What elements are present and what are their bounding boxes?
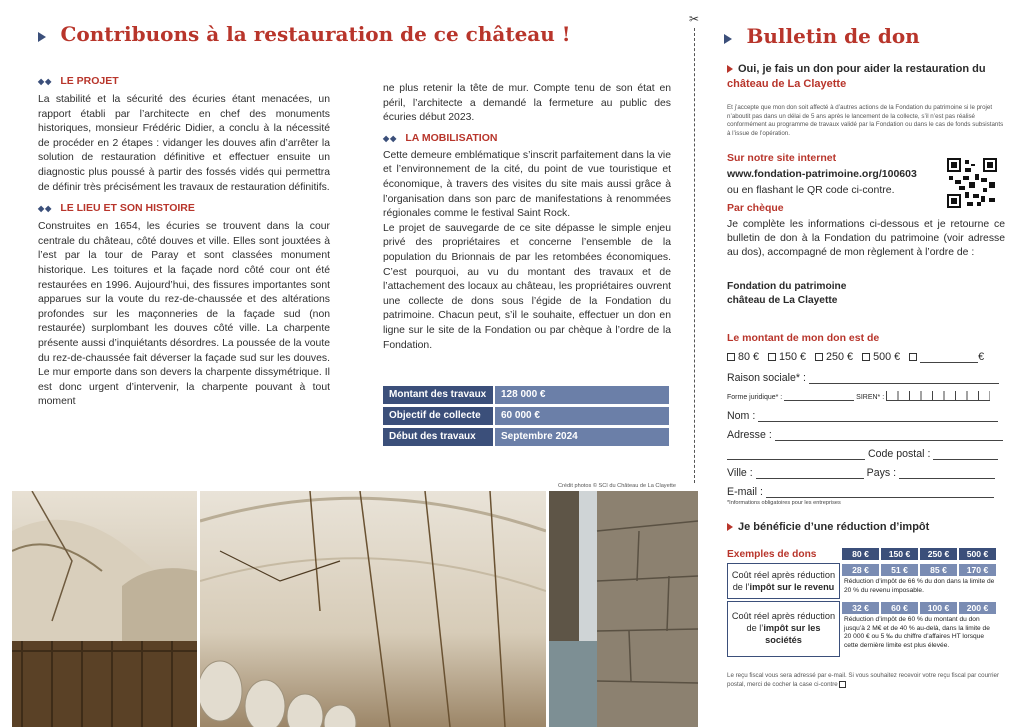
pays-input[interactable]: [899, 469, 995, 479]
lieu-text: Construites en 1654, les écuries se trouvent dans la cour centrale du château, côté douves et ville. Elles sont jouxtées à l’est par la tour de Paray et sont classées monument historique. Les toitures et la façade nord côté cour ont été restaurées en 1996. Aujourd’hui, des fissures importantes sont apparues sur la voute du rez-de-chaussée et des altérations profondes sur les maçonneries de la façade sud (non restaurée) surplombant les douves côté ville. La charpente présente aussi d’inquiétants désordres. La poussée de la voute du rez-de-chaussée fait déverser la façade sud sur les douves. Le mur emporte dans son devers la charpente dissymétrique. Il est donc urgent d’intervenir, la charpente pouvant à tout moment: [38, 221, 330, 408]
field-raison-sociale[interactable]: Raison sociale* :: [727, 372, 1005, 391]
facts-value: Septembre 2024: [495, 428, 669, 446]
societes-value: 200 €: [959, 602, 996, 614]
societes-value: 100 €: [920, 602, 957, 614]
field-adresse[interactable]: Adresse :: [727, 429, 1005, 448]
triangle-bullet-icon: [724, 34, 732, 44]
facts-label: Objectif de collecte: [383, 407, 493, 425]
section-heading-projet: ◆◆ LE PROJET: [38, 75, 119, 87]
intro-small-text: Et j’accepte que mon don soit affecté à d’autres actions de la Fondation du patrimoine si le projet n’aboutit pas dans un délai de 5 ans après le lancement de la collecte, s’il n’est pas réalisé conformément au programme de travaux validé par la Fondation ou dans le cas de fonds subsistants à l’issue de l’opération.: [727, 104, 1004, 137]
email-input[interactable]: [766, 488, 994, 498]
payee: Fondation du patrimoine château de La Clayette: [727, 281, 847, 306]
tax-table-amount: 500 €: [959, 548, 996, 560]
amount-options: [727, 351, 1007, 363]
photo-ecuries-1: [12, 491, 197, 727]
tax-table-amount: 250 €: [920, 548, 957, 560]
left-title: Contribuons à la restauration de ce château !: [60, 22, 571, 46]
tax-table-amount: 150 €: [881, 548, 918, 560]
scissors-icon: ✂: [689, 12, 700, 26]
tax-table-header-label: Exemples de dons: [727, 549, 817, 560]
diamond-bullet-icon: ◆◆: [38, 204, 53, 214]
col2-top-text: ne plus retenir la tête de mur. Compte tenu de son état en péril, l’architecte a demandé la fermeture au public des écuries début 2023.: [383, 83, 671, 124]
field-code-postal[interactable]: Code postal :: [727, 448, 1005, 467]
photo-ecuries-2: [200, 491, 546, 727]
revenu-value: 28 €: [842, 564, 879, 576]
checkbox[interactable]: [727, 353, 735, 361]
adresse-input[interactable]: [775, 431, 1003, 441]
code-postal-input[interactable]: [933, 450, 998, 460]
mobilisation-text-2: Le projet de sauvegarde de ce site dépasse le simple enjeu privé des propriétaires et concerne l’ensemble de la population du Brionnais de par les retombées économiques. C’est pourquoi, au vu du montant des travaux et de l’attachement des locaux au château, les propriétaires ouvrent une collecte de dons sous l’égide de la Fondation du patrimoine. Chacun peut, s’il le souhaite, effectuer un don en ligne sur le site de la Fondation ou par chèque à l’ordre de la Fondation.: [383, 222, 671, 351]
cheque-heading: Par chèque: [727, 202, 784, 214]
left-title-row: [38, 22, 678, 46]
revenu-label-box: Coût réel après réduction de l’impôt sur le revenu: [727, 563, 840, 599]
mandatory-note: *Informations obligatoires pour les entreprises: [727, 500, 841, 506]
triangle-bullet-icon: [727, 523, 733, 531]
revenu-value: 85 €: [920, 564, 957, 576]
amount-option[interactable]: 150 €: [768, 351, 806, 363]
societes-note: Réduction d’impôt de 60 % du montant du don jusqu’à 2 M€ et de 40 % au-delà, dans la limite de 20 000 € ou 5 ‰ du chiffre d’affaires HT lorsque cette dernière limite est plus élevée.: [844, 616, 990, 649]
right-title-row: [724, 24, 1014, 48]
facts-row: [383, 386, 669, 404]
site-heading: Sur notre site internet: [727, 152, 837, 164]
adresse-line-2-input[interactable]: [727, 450, 865, 460]
photo-credit: Crédit photos © SCI du Château de La Clayette: [558, 483, 676, 489]
societes-value: 60 €: [881, 602, 918, 614]
postal-receipt-checkbox[interactable]: [839, 681, 846, 688]
amount-other-field[interactable]: [920, 353, 978, 363]
forme-juridique-input[interactable]: [784, 391, 854, 401]
cheque-text: Je complète les informations ci-dessous et je retourne ce bulletin de don à la Fondation du patrimoine (voir adresse au dos), accompagné de mon règlement à l’ordre de :: [727, 219, 1005, 258]
amount-heading: Le montant de mon don est de: [727, 332, 880, 344]
reduction-heading: Je bénéficie d’une réduction d’impôt: [727, 521, 929, 533]
amount-option[interactable]: 250 €: [815, 351, 853, 363]
photo-douves-art: [549, 491, 698, 727]
amount-option[interactable]: 80 €: [727, 351, 759, 363]
checkbox[interactable]: [815, 353, 823, 361]
form-fields: [727, 372, 1005, 503]
checkbox[interactable]: [768, 353, 776, 361]
mobilisation-text-1: Cette demeure emblématique s’inscrit parfaitement dans la vie et l’environnement de la cité, du point de vue touristique et économique, à travers des visites du site mais aussi grâce à l’organisation dans son parc de manifestations à renommées régionales comme le festival Saint Rock.: [383, 149, 671, 220]
facts-value: 60 000 €: [495, 407, 669, 425]
column-1: [38, 74, 330, 410]
photo-ecuries-1-art: [12, 491, 197, 727]
diamond-bullet-icon: ◆◆: [383, 133, 398, 143]
facts-row: [383, 428, 669, 446]
facts-label: Début des travaux: [383, 428, 493, 446]
section-heading-lieu: ◆◆ LE LIEU ET SON HISTOIRE: [38, 202, 195, 215]
amount-option[interactable]: 500 €: [862, 351, 900, 363]
diamond-bullet-icon: ◆◆: [38, 77, 53, 86]
field-nom[interactable]: Nom :: [727, 410, 1005, 429]
subtitle: Oui, je fais un don pour aider la restauration du château de La Clayette: [727, 63, 986, 90]
footer-small: Le reçu fiscal vous sera adressé par e-mail. Si vous souhaitez recevoir votre reçu fiscal par courrier postal, merci de cocher la case ci-contre: [727, 672, 1000, 688]
amount-other[interactable]: €: [909, 351, 984, 363]
revenu-value: 170 €: [959, 564, 996, 576]
photo-douves: [549, 491, 698, 727]
checkbox[interactable]: [862, 353, 870, 361]
triangle-bullet-icon: [727, 65, 733, 73]
checkbox[interactable]: [909, 353, 917, 361]
field-ville-pays[interactable]: Ville : Pays :: [727, 467, 1005, 486]
nom-input[interactable]: [758, 412, 998, 422]
field-email[interactable]: E-mail :: [727, 486, 1005, 503]
column-2: [383, 82, 671, 353]
ville-input[interactable]: [756, 469, 864, 479]
projet-text: La stabilité et la sécurité des écuries étant menacées, un rapport établi par l’architecte en chef des monuments historiques, monsieur Frédéric Didier, a conclu à la nécessité de procéder en 2 étapes : vidanger les douves afin d’arrêter la solution de restauration définitive et effectuer ensuite un diagnostic plus poussé à partir des fossés vidés qui permettra de définir très précisément les travaux de restauration définitifs.: [38, 94, 330, 193]
cut-line: [694, 28, 695, 483]
societes-label-box: Coût réel après réduction de l’impôt sur les sociétés: [727, 601, 840, 657]
revenu-value: 51 €: [881, 564, 918, 576]
photo-ecuries-2-art: [200, 491, 546, 727]
revenu-note: Réduction d’impôt de 66 % du don dans la limite de 20 % du revenu imposable.: [844, 578, 995, 594]
section-heading-mobilisation: ◆◆ LA MOBILISATION: [383, 131, 498, 144]
siren-boxes[interactable]: [886, 391, 990, 401]
qr-code-icon[interactable]: [947, 158, 997, 208]
tax-table-amount: 80 €: [842, 548, 879, 560]
societes-value: 32 €: [842, 602, 879, 614]
facts-table: [383, 386, 669, 449]
triangle-bullet-icon: [38, 32, 46, 42]
field-forme-siren[interactable]: Forme juridique* : SIREN* :: [727, 391, 1005, 410]
facts-label: Montant des travaux: [383, 386, 493, 404]
site-qr-text: ou en flashant le QR code ci-contre.: [727, 184, 895, 196]
site-url[interactable]: www.fondation-patrimoine.org/100603: [727, 168, 917, 180]
raison-sociale-input[interactable]: [809, 374, 999, 384]
right-title: Bulletin de don: [746, 24, 920, 48]
facts-value: 128 000 €: [495, 386, 669, 404]
facts-row: [383, 407, 669, 425]
